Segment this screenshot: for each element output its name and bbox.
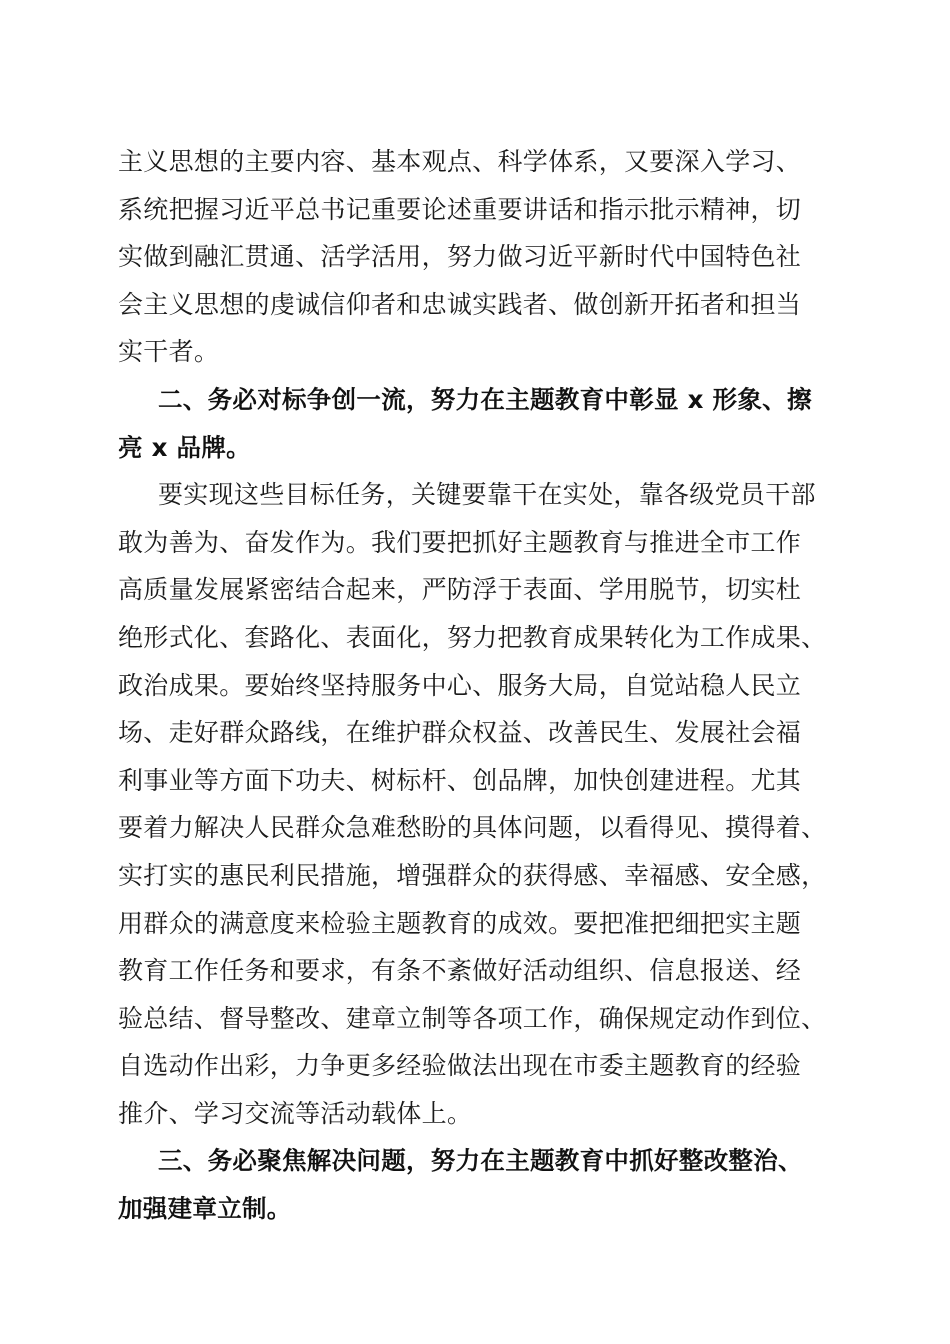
document-body xyxy=(118,138,838,1233)
paragraph-line: 绝形式化、套路化、表面化，努力把教育成果转化为工作成果、 xyxy=(118,622,827,652)
paragraph-line: 教育工作任务和要求，有条不紊做好活动组织、信息报送、经 xyxy=(118,956,802,986)
paragraph-line: 系统把握习近平总书记重要论述重要讲话和指示批示精神，切 xyxy=(118,194,802,224)
paragraph-line: 要着力解决人民群众急难愁盼的具体问题，以看得见、摸得着、 xyxy=(118,813,827,843)
paragraph-line: 会主义思想的虔诚信仰者和忠诚实践者、做创新开拓者和担当 xyxy=(118,289,802,319)
section-heading-line: 亮 x 品牌。 xyxy=(118,432,251,462)
section-heading-line: 二、务必对标争创一流，努力在主题教育中彰显 x 形象、擦 xyxy=(158,384,812,414)
paragraph-line: 政治成果。要始终坚持服务中心、服务大局，自觉站稳人民立 xyxy=(118,670,802,700)
paragraph-line: 高质量发展紧密结合起来，严防浮于表面、学用脱节，切实杜 xyxy=(118,575,802,605)
paragraph-line: 验总结、督导整改、建章立制等各项工作，确保规定动作到位、 xyxy=(118,1003,827,1033)
paragraph-line: 实打实的惠民利民措施，增强群众的获得感、幸福感、安全感， xyxy=(118,860,827,890)
paragraph-line: 要实现这些目标任务，关键要靠干在实处，靠各级党员干部 xyxy=(158,480,816,510)
paragraph-line: 推介、学习交流等活动载体上。 xyxy=(118,1098,473,1128)
paragraph-line: 敢为善为、奋发作为。我们要把抓好主题教育与推进全市工作 xyxy=(118,527,802,557)
paragraph-line: 利事业等方面下功夫、树标杆、创品牌，加快创建进程。尤其 xyxy=(118,765,802,795)
paragraph-line: 实做到融汇贯通、活学活用，努力做习近平新时代中国特色社 xyxy=(118,242,802,272)
section-heading-line: 加强建章立制。 xyxy=(118,1194,292,1224)
paragraph-line: 实干者。 xyxy=(118,337,220,367)
paragraph-line: 用群众的满意度来检验主题教育的成效。要把准把细把实主题 xyxy=(118,908,802,938)
paragraph-line: 主义思想的主要内容、基本观点、科学体系，又要深入学习、 xyxy=(118,147,802,176)
section-heading-line: 三、务必聚焦解决问题，努力在主题教育中抓好整改整治、 xyxy=(158,1146,803,1176)
paragraph-line: 自选动作出彩，力争更多经验做法出现在市委主题教育的经验 xyxy=(118,1051,802,1081)
paragraph-line: 场、走好群众路线，在维护群众权益、改善民生、发展社会福 xyxy=(118,718,802,748)
